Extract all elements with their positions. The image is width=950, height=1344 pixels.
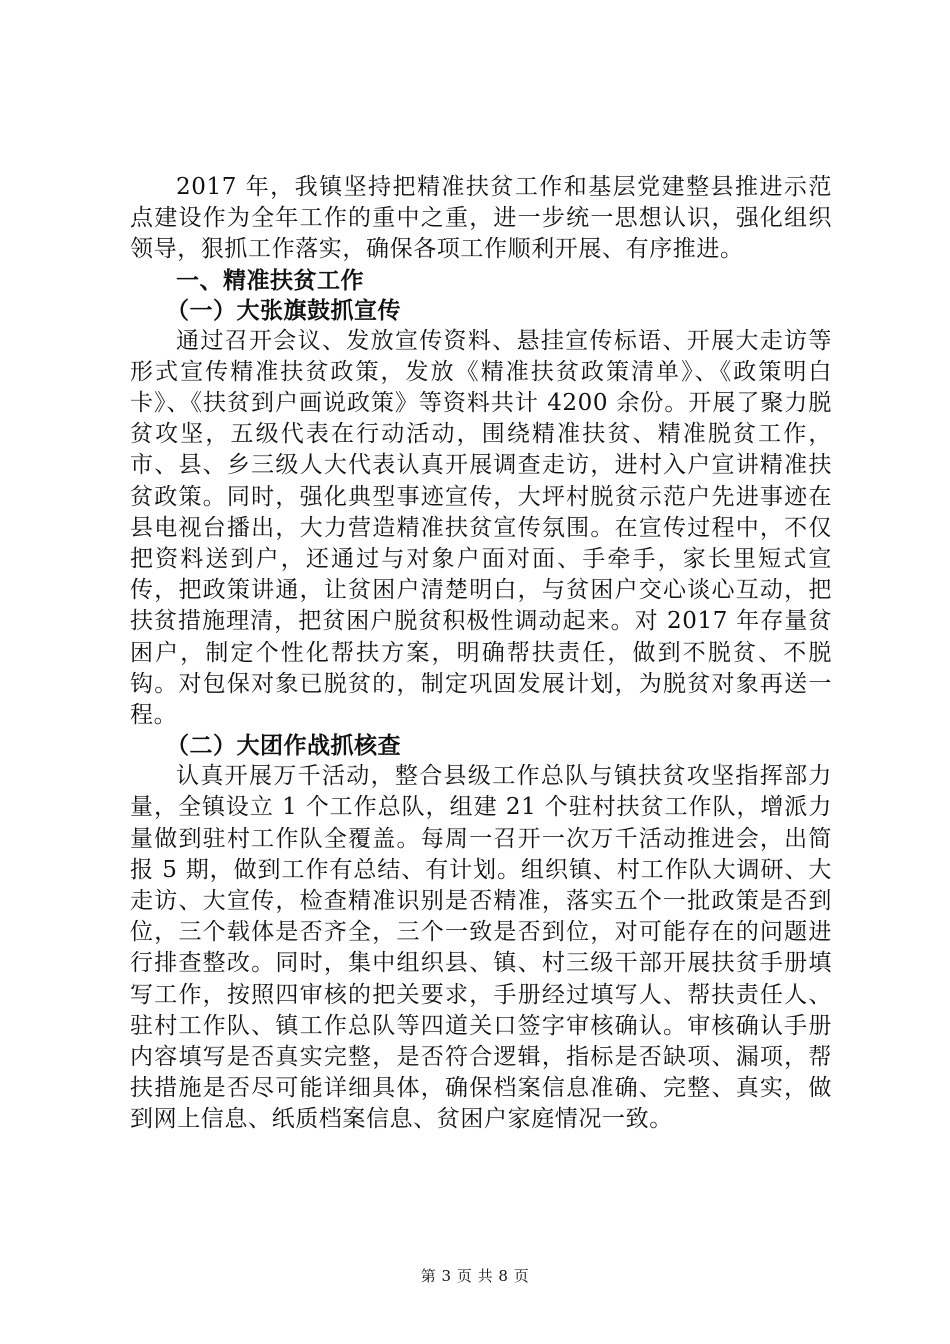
page-footer: 第 3 页 共 8 页 bbox=[420, 1267, 530, 1285]
publicity-paragraph: 通过召开会议、发放宣传资料、悬挂宣传标语、开展大走访等形式宣传精准扶贫政策，发放《精准扶贫政策清单》、《政策明白卡》、《扶贫到户画说政策》等资料共计 4200 余份。开展了聚力脱贫攻坚，五级代表在行动活动，围绕精准扶贫、精准脱贫工作，市、县、乡三级人大代表认真开展调查走访，进村入户宣讲精准扶贫政策。同时，强化典型事迹宣传，大坪村脱贫示范户先进事迹在县电视台播出，大力营造精准扶贫宣传氛围。在宣传过程中，不仅把资料送到户，还通过与对象户面对面、手牵手，家长里短式宣传，把政策讲通，让贫困户清楚明白，与贫困户交心谈心互动，把扶贫措施理清，把贫困户脱贫积极性调动起来。对 2017 年存量贫困户，制定个性化帮扶方案，明确帮扶责任，做到不脱贫、不脱钩。对包保对象已脱贫的，制定巩固发展计划，为脱贫对象再送一程。 bbox=[130, 327, 832, 729]
subsection-heading-verification: （二）大团作战抓核查 bbox=[166, 733, 401, 760]
subsection-heading-publicity: （一）大张旗鼓抓宣传 bbox=[166, 297, 401, 324]
intro-paragraph: 2017 年，我镇坚持把精准扶贫工作和基层党建整县推进示范点建设作为全年工作的重中之重，进一步统一思想认识，强化组织领导，狠抓工作落实，确保各项工作顺利开展、有序推进。 bbox=[130, 174, 832, 263]
verification-paragraph: 认真开展万千活动，整合县级工作总队与镇扶贫攻坚指挥部力量，全镇设立 1 个工作总队，组建 21 个驻村扶贫工作队，增派力量做到驻村工作队全覆盖。每周一召开一次万千活动推进会，出简报 5 期，做到工作有总结、有计划。组织镇、村工作队大调研、大走访、大宣传，检查精准识别是否精准，落实五个一批政策是否到位，三个载体是否齐全，三个一致是否到位，对可能存在的问题进行排查整改。同时，集中组织县、镇、村三级干部开展扶贫手册填写工作，按照四审核的把关要求，手册经过填写人、帮扶责任人、驻村工作队、镇工作总队等四道关口签字审核确认。审核确认手册内容填写是否真实完整，是否符合逻辑，指标是否缺项、漏项，帮扶措施是否尽可能详细具体，确保档案信息准确、完整、真实，做到网上信息、纸质档案信息、贫困户家庭情况一致。 bbox=[130, 763, 832, 1133]
section-heading-poverty-alleviation: 一、精准扶贫工作 bbox=[176, 267, 364, 294]
document-body bbox=[130, 172, 832, 1136]
